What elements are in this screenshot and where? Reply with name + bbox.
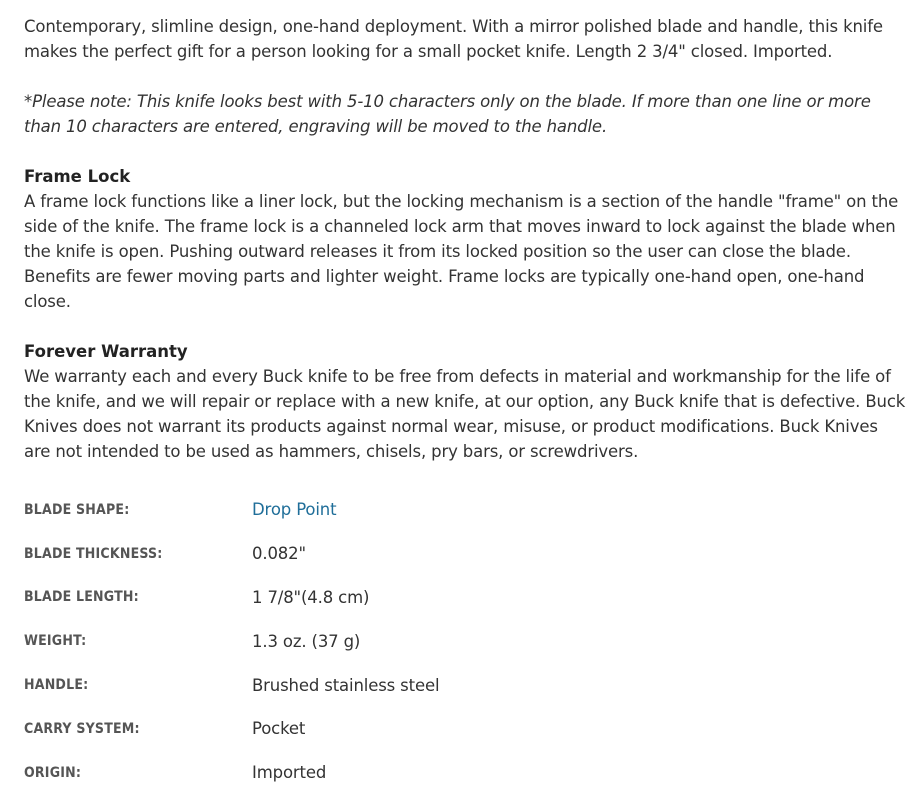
spec-value: 0.082" — [252, 544, 306, 564]
engraving-note: *Please note: This knife looks best with 5-10 characters only on the blade. If more than one line or more than 10 characters are entered, engraving will be moved to the handle. — [24, 92, 871, 136]
spec-row-blade-length — [24, 576, 439, 620]
spacer — [24, 314, 908, 339]
intro-paragraph: Contemporary, slimline design, one-hand deployment. With a mirror polished blade and handle, this knife makes the perfect gift for a person looking for a small pocket knife. Length 2 3/4" closed. Imported. — [24, 17, 883, 61]
spec-value: 1.3 oz. (37 g) — [252, 631, 361, 651]
spec-row-carry-system — [24, 707, 439, 751]
spec-row-blade-thickness — [24, 532, 439, 576]
blade-shape-link[interactable]: Drop Point — [252, 500, 337, 520]
spec-value: Imported — [252, 763, 327, 783]
spec-row-handle — [24, 663, 439, 707]
spec-label: ORIGIN: — [24, 764, 82, 781]
specifications-table — [24, 488, 439, 795]
warranty-heading: Forever Warranty — [24, 342, 188, 361]
spec-label: WEIGHT: — [24, 633, 87, 650]
spec-label: BLADE SHAPE: — [24, 501, 130, 518]
spec-label: CARRY SYSTEM: — [24, 720, 140, 737]
spec-value: 1 7/8"(4.8 cm) — [252, 587, 370, 607]
frame-lock-heading: Frame Lock — [24, 167, 131, 186]
spec-value: Brushed stainless steel — [252, 675, 440, 695]
spacer — [24, 139, 908, 164]
spec-row-origin — [24, 751, 439, 795]
warranty-paragraph: We warranty each and every Buck knife to be free from defects in material and workmanship for the life of the knife, and we will repair or replace with a new knife, at our option, any Buck knife that is defective. Buck Knives does not warrant its products against normal wear, misuse, or product modifications. Buck Knives are not intended to be used as hammers, chisels, pry bars, or screwdrivers. — [24, 367, 906, 461]
frame-lock-paragraph: A frame lock functions like a liner lock, but the locking mechanism is a section of the handle "frame" on the side of the knife. The frame lock is a channeled lock arm that moves inward to lock against the blade when the knife is open. Pushing outward releases it from its locked position so the user can close the blade. Benefits are fewer moving parts and lighter weight. Frame locks are typically one-hand open, one-hand close. — [24, 192, 899, 311]
spacer — [24, 64, 908, 89]
spec-row-weight — [24, 619, 439, 663]
spec-label: BLADE LENGTH: — [24, 589, 139, 606]
spec-label: HANDLE: — [24, 677, 89, 694]
spec-value: Pocket — [252, 719, 306, 739]
spec-label: BLADE THICKNESS: — [24, 545, 163, 562]
spec-row-blade-shape — [24, 488, 439, 532]
